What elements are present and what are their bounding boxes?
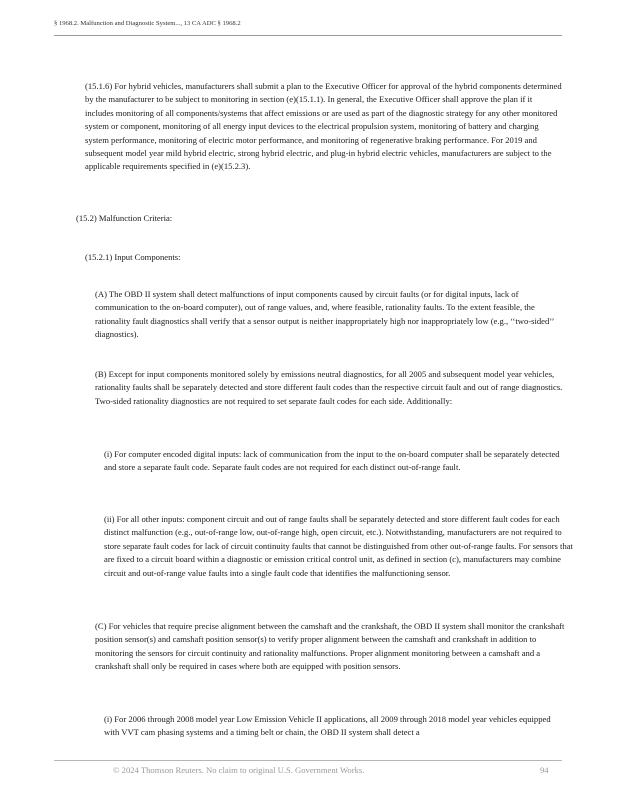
- paragraph-C-i: (i) For 2006 through 2008 model year Low Emission Vehicle II applications, all 2009 through 2018 model year vehicles equipped with VVT cam phasing systems and a timing belt or chain, the OBD II system shall detect a: [104, 714, 551, 738]
- footer-divider: [54, 760, 562, 761]
- heading-15-2-1-input-components: (15.2.1) Input Components:: [85, 252, 181, 262]
- paragraph-B-i: (i) For computer encoded digital inputs: lack of communication from the input to the on-board computer shall be separately detected and store a separate fault code. Separate fault codes are not required for each distinct out-of-range fault.: [104, 449, 560, 473]
- paragraph-15-1-6: (15.1.6) For hybrid vehicles, manufacturers shall submit a plan to the Executive Officer for approval of the hybrid components determined by the manufacturer to be subject to monitoring in section (e)(15.1.1). In general, the Executive Officer shall approve the plan if it includes monitoring of all components/systems that affect emissions or are used as part of the diagnostic strategy for any other monitored system or component, monitoring of all energy input devices to the electrical propulsion system, monitoring of battery and charging system performance, monitoring of electric motor performance, and monitoring of regenerative braking performance. For 2019 and subsequent model year mild hybrid electric, strong hybrid electric, and plug-in hybrid electric vehicles, manufacturers are subject to the applicable requirements specified in (e)(15.2.3).: [85, 81, 562, 172]
- header-divider: [54, 35, 562, 36]
- paragraph-C: (C) For vehicles that require precise alignment between the camshaft and the crankshaft, the OBD II system shall monitor the crankshaft position sensor(s) and camshaft position sensor(s) to verify proper alignment between the camshaft and crankshaft in addition to monitoring the sensors for circuit continuity and rationality malfunctions. Proper alignment monitoring between a camshaft and a crankshaft shall only be required in cases where both are equipped with position sensors.: [95, 621, 565, 672]
- paragraph-A: (A) The OBD II system shall detect malfunctions of input components caused by circuit faults (or for digital inputs, lack of communication to the on-board computer), out of range values, and, where feasible, rationality faults. To the extent feasible, the rationality fault diagnostics shall verify that a sensor output is neither inappropriately high nor inappropriately low (e.g., ‘‘two-sided’’ diagnostics).: [95, 289, 554, 340]
- paragraph-B-ii: (ii) For all other inputs: component circuit and out of range faults shall be separately detected and store different fault codes for each distinct malfunction (e.g., out-of-range low, out-of-range high, open circuit, etc.). Notwithstanding, manufacturers are not required to store separate fault codes for lack of circuit continuity faults that cannot be distinguished from other out-of-range faults. For sensors that are fixed to a circuit board within a diagnostic or emission critical control unit, as defined in section (c), manufacturers may combine circuit and out-of-range value faults into a single fault code that identifies the malfunctioning sensor.: [104, 514, 573, 578]
- page-header-citation: § 1968.2. Malfunction and Diagnostic System..., 13 CA ADC § 1968.2: [54, 20, 241, 27]
- heading-15-2-malfunction-criteria: (15.2) Malfunction Criteria:: [76, 213, 173, 223]
- page-number: 94: [540, 765, 549, 775]
- paragraph-B: (B) Except for input components monitored solely by emissions neutral diagnostics, for all 2005 and subsequent model year vehicles, rationality faults shall be separately detected and store different fault codes than the respective circuit fault and out of range diagnostics. Two-sided rationality diagnostics are not required to set separate fault codes for each side. Additionally:: [95, 369, 563, 406]
- footer-copyright: © 2024 Thomson Reuters. No claim to original U.S. Government Works.: [113, 765, 365, 775]
